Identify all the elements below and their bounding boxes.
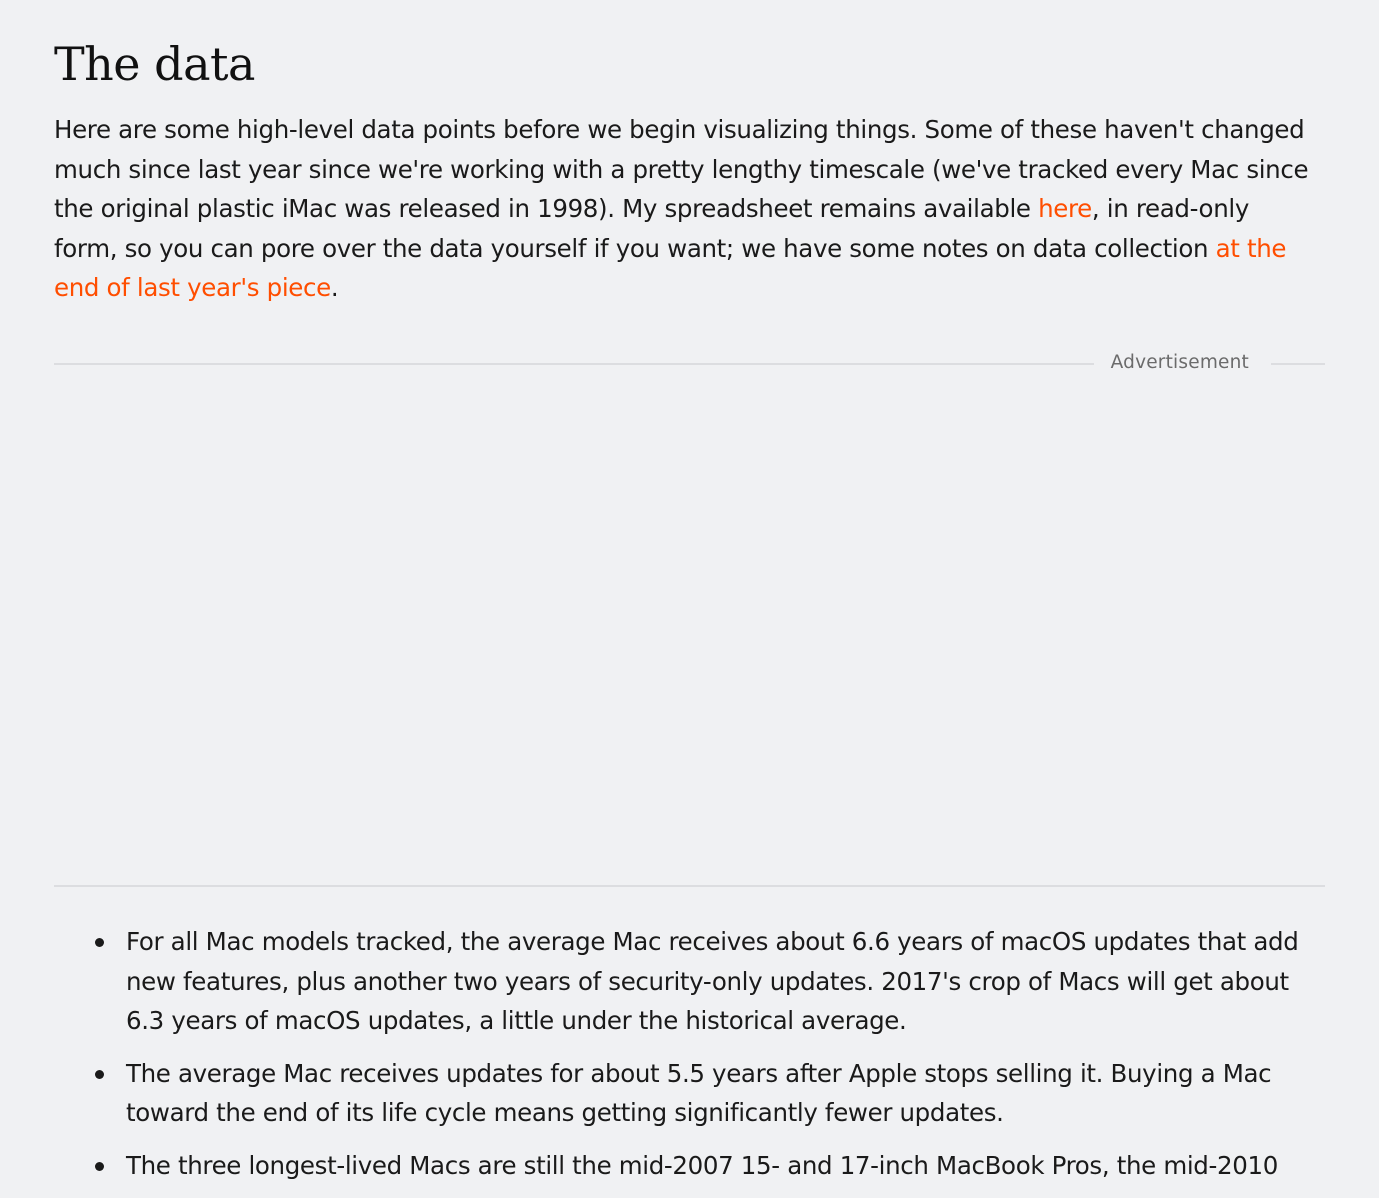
intro-text-2: , in read-only form, so you can pore over the data yourself if you want; we have some notes on data collection <box>54 194 1249 263</box>
section-title: The data <box>54 37 255 91</box>
bullet-icon <box>95 1070 104 1079</box>
fact-text: The three longest-lived Macs are still the mid-2007 15- and 17-inch MacBook Pros, the mid-2010 <box>126 1150 1278 1180</box>
intro-text-1: Here are some high-level data points before we begin visualizing things. Some of these haven't changed much since last year since we're working with a pretty lengthy timescale (we've tracked every Mac since the original plastic iMac was released in 1998). My spreadsheet remains available <box>54 115 1309 223</box>
advertisement-block <box>54 345 1325 887</box>
last-year-piece-link[interactable]: at the end of last year's piece <box>54 233 1287 302</box>
intro-paragraph <box>54 110 1314 308</box>
list-item <box>54 1146 1325 1186</box>
bullet-icon <box>95 1162 104 1171</box>
ad-divider-left <box>54 363 1094 365</box>
facts-list <box>54 922 1325 1198</box>
intro-text-3: . <box>330 273 339 302</box>
spreadsheet-link[interactable]: here <box>1038 194 1092 223</box>
list-item <box>54 1054 1325 1133</box>
ad-slot[interactable] <box>54 367 1325 885</box>
article-body <box>54 0 1325 1180</box>
list-item <box>54 922 1325 1041</box>
advertisement-label: Advertisement <box>1110 352 1249 373</box>
ad-divider-bottom <box>54 885 1325 887</box>
bullet-icon <box>95 938 104 947</box>
fact-text: The average Mac receives updates for about 5.5 years after Apple stops selling it. Buying a Mac toward the end of its life cycle means getting significantly fewer updates. <box>126 1058 1272 1127</box>
ad-divider-right <box>1271 363 1325 365</box>
fact-text: For all Mac models tracked, the average Mac receives about 6.6 years of macOS updates that add new features, plus another two years of security-only updates. 2017's crop of Macs will get about 6.3 years of macOS updates, a little under the historical average. <box>126 927 1299 1035</box>
